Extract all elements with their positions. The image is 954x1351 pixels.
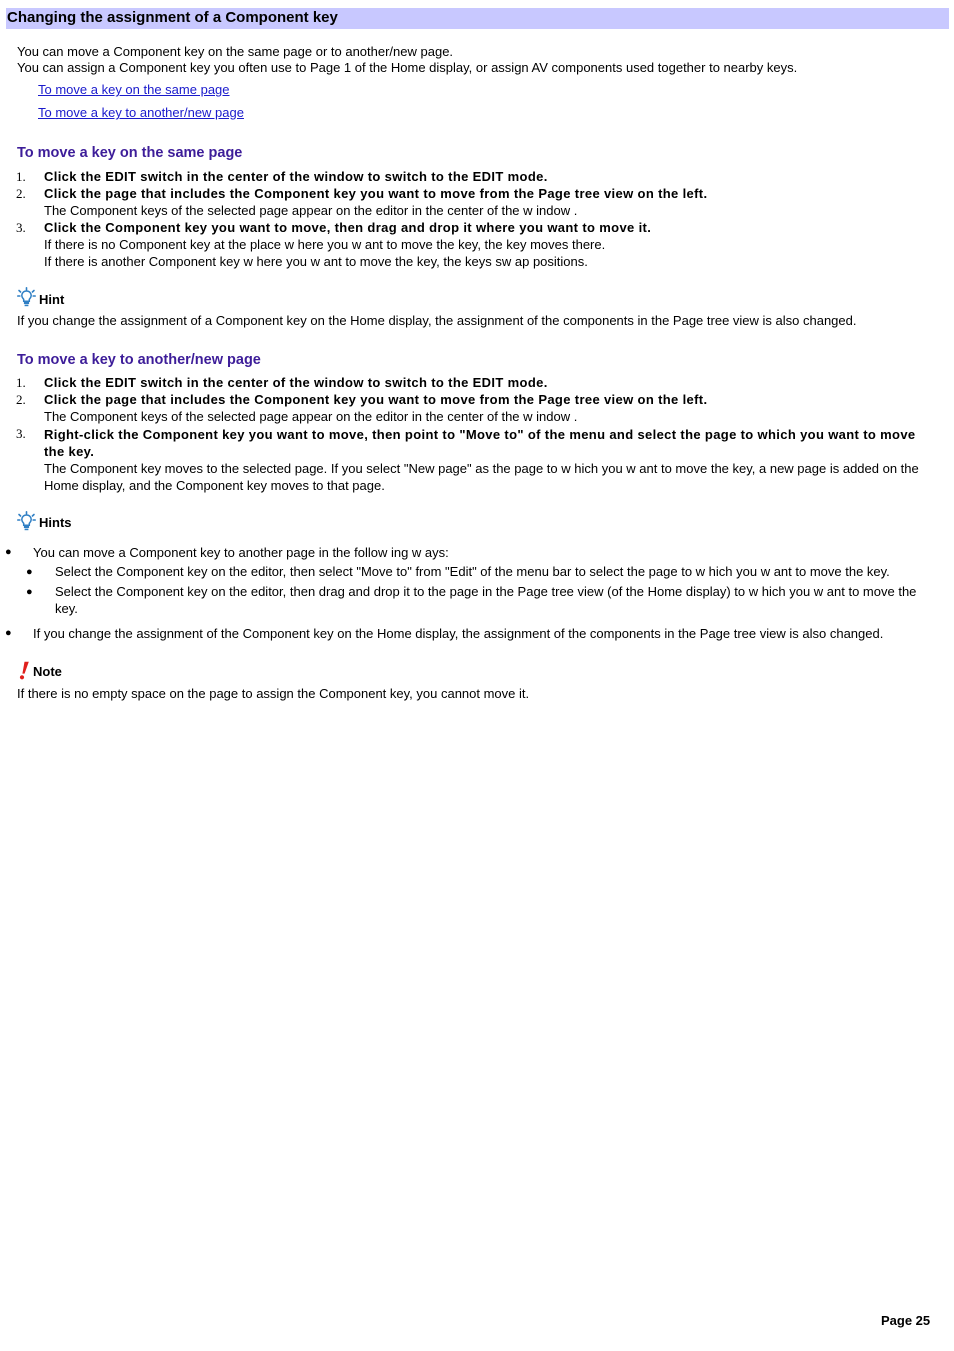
step-detail: The Component key moves to the selected page. If you select "New page" as the page to w hich you w ant to move the key, a new page is added on the Home display, and the Component key moves to that page. [44, 461, 919, 493]
note-label: Note [33, 664, 62, 679]
step-number: 3. [16, 220, 26, 235]
hints-label: Hints [39, 515, 72, 530]
hint-item: You can move a Component key to another page in the follow ing w ays: [33, 545, 449, 560]
intro-line-2: You can assign a Component key you often use to Page 1 of the Home display, or assign AV components used together to nearby keys. [17, 60, 798, 75]
step-text: Click the page that includes the Component key you want to move from the Page tree view on the left. [44, 186, 708, 201]
section-heading-another-page: To move a key to another/new page [17, 352, 261, 368]
bullet-marker: ● [5, 627, 12, 639]
hint-subitem: Select the Component key on the editor, then drag and drop it to the page in the Page tree view (of the Home display) to w hich you w ant to move the key. [55, 584, 917, 616]
step-detail: If there is another Component key w here you w ant to move the key, the keys sw ap positions. [44, 254, 588, 269]
step-number: 1. [16, 375, 26, 390]
page-title: Changing the assignment of a Component key [6, 8, 949, 29]
hint-subitem: Select the Component key on the editor, then select "Move to" from "Edit" of the menu bar to select the page to w hich you w ant to move the key. [55, 564, 890, 579]
intro-line-1: You can move a Component key on the same page or to another/new page. [17, 44, 454, 59]
hint-item: If you change the assignment of the Component key on the Home display, the assignment of the components in the Page tree view is also changed. [33, 626, 884, 641]
step-number: 2. [16, 392, 26, 407]
step-text: Click the page that includes the Component key you want to move from the Page tree view on the left. [44, 392, 708, 407]
hint-label: Hint [39, 292, 65, 307]
section-heading-same-page: To move a key on the same page [17, 145, 243, 161]
bullet-marker: ● [26, 586, 33, 598]
step-text: Click the EDIT switch in the center of the window to switch to the EDIT mode. [44, 169, 548, 184]
lightbulb-icon [17, 287, 36, 307]
link-another-page[interactable]: To move a key to another/new page [38, 105, 244, 120]
step-text: Click the EDIT switch in the center of the window to switch to the EDIT mode. [44, 375, 548, 390]
bullet-marker: ● [26, 566, 33, 578]
step-text: Click the Component key you want to move, then drag and drop it where you want to move it. [44, 220, 652, 235]
step-number: 1. [16, 169, 26, 184]
note-text: If there is no empty space on the page to assign the Component key, you cannot move it. [17, 686, 530, 701]
lightbulb-icon [17, 511, 36, 531]
link-same-page[interactable]: To move a key on the same page [38, 82, 230, 97]
step-number: 2. [16, 186, 26, 201]
exclamation-icon [18, 661, 30, 680]
step-detail: The Component keys of the selected page appear on the editor in the center of the w indow . [44, 409, 578, 424]
step-detail: The Component keys of the selected page appear on the editor in the center of the w indow . [44, 203, 578, 218]
step-number: 3. [16, 426, 26, 441]
step-detail: If there is no Component key at the place w here you w ant to move the key, the key moves there. [44, 237, 606, 252]
bullet-marker: ● [5, 546, 12, 558]
page-number: Page 25 [881, 1313, 931, 1328]
step-text: Right-click the Component key you want to move, then point to "Move to" of the menu and select the page to which you want to move the key. [44, 427, 916, 459]
hint-text: If you change the assignment of a Component key on the Home display, the assignment of the components in the Page tree view is also changed. [17, 313, 857, 328]
